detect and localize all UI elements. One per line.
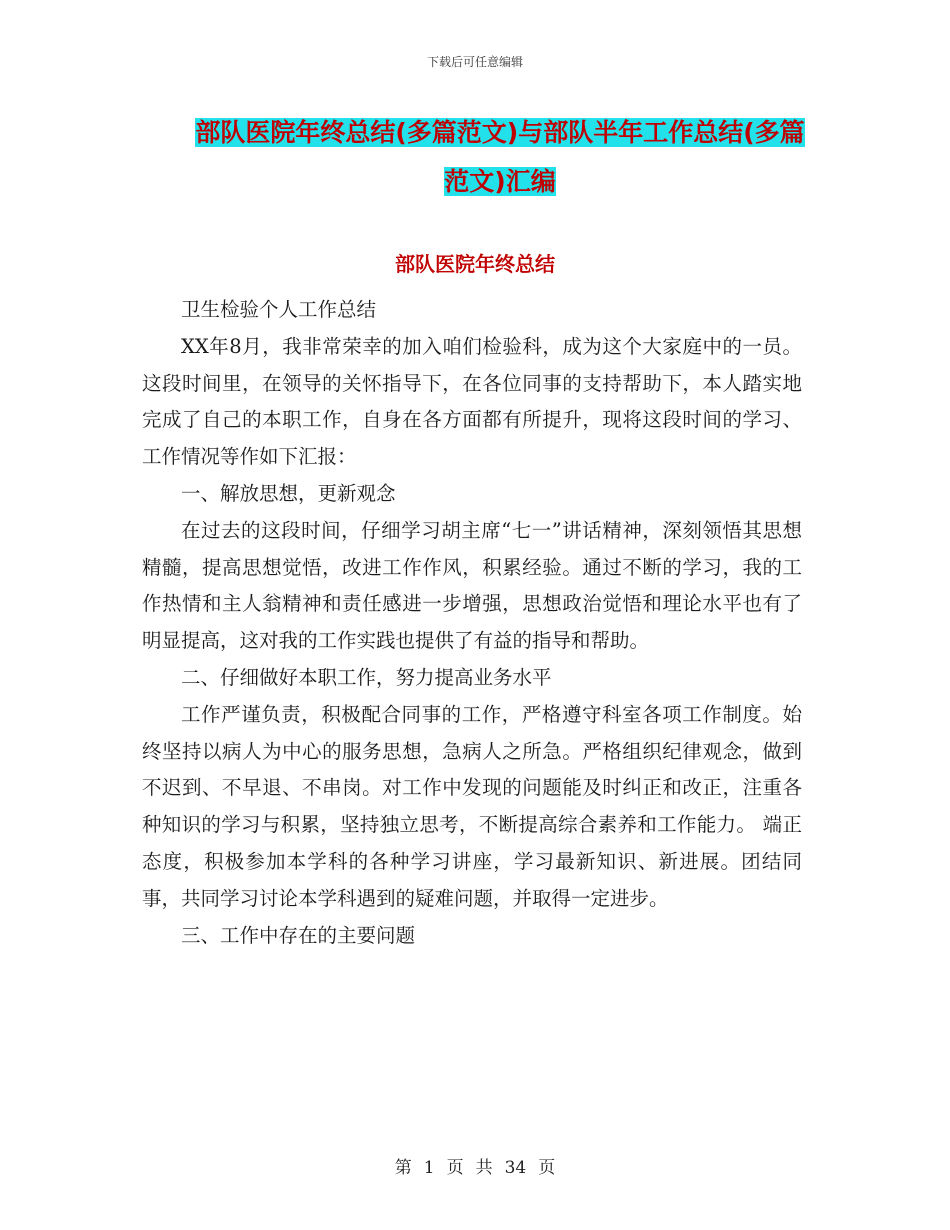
header-note: 下载后可任意编辑: [426, 55, 523, 69]
paragraph-heading: 一、解放思想，更新观念: [181, 481, 396, 505]
section-title: 部队医院年终总结: [395, 252, 555, 276]
page-label-mid: 页: [446, 1158, 464, 1178]
page-label-post: 页: [538, 1158, 556, 1178]
page-number: 1: [423, 1158, 435, 1178]
total-label: 共: [475, 1158, 493, 1178]
document-title-text: 部队医院年终总结(多篇范文)与部队半年工作总结(多篇范文)汇编: [195, 118, 805, 196]
paragraph-heading: 二、仔细做好本职工作，努力提高业务水平: [181, 665, 552, 689]
total-pages: 34: [504, 1158, 527, 1178]
paragraph: 卫生检验个人工作总结: [181, 298, 377, 321]
document-title: [185, 108, 815, 206]
paragraph: XX年8月，我非常荣幸的加入咱们检验科，成为这个大家庭中的一员。这段时间里，在领导的关怀指导下，在各位同事的支持帮助下，本人踏实地完成了自己的本职工作，自身在各方面都有所提升，现将这段时间的学习、工作情况等作如下汇报：: [142, 334, 802, 469]
paragraph-heading: 三、工作中存在的主要问题: [181, 923, 416, 947]
paragraph: 在过去的这段时间，仔细学习胡主席“七一”讲话精神，深刻领悟其思想精髓，提高思想觉悟，改进工作作风，积累经验。通过不断的学习，我的工作热情和主人翁精神和责任感进一步增强，思想政治觉悟和理论水平也有了明显提高，这对我的工作实践也提供了有益的指导和帮助。: [142, 518, 802, 653]
page-label-pre: 第: [394, 1158, 412, 1178]
page-footer: [0, 1153, 950, 1178]
paragraph: 工作严谨负责，积极配合同事的工作，严格遵守科室各项工作制度。始终坚持以病人为中心的服务思想，急病人之所急。严格组织纪律观念，做到不迟到、不早退、不串岗。对工作中发现的问题能及时纠正和改正，注重各种知识的学习与积累，坚持独立思考，不断提高综合素养和工作能力。 端正态度，积极参加本学科的各种学习讲座，学习最新知识、新进展。团结同事，共同学习讨论本学科遇到的疑难问题，并取得一定进步。: [142, 702, 802, 910]
document-body: [142, 292, 802, 954]
